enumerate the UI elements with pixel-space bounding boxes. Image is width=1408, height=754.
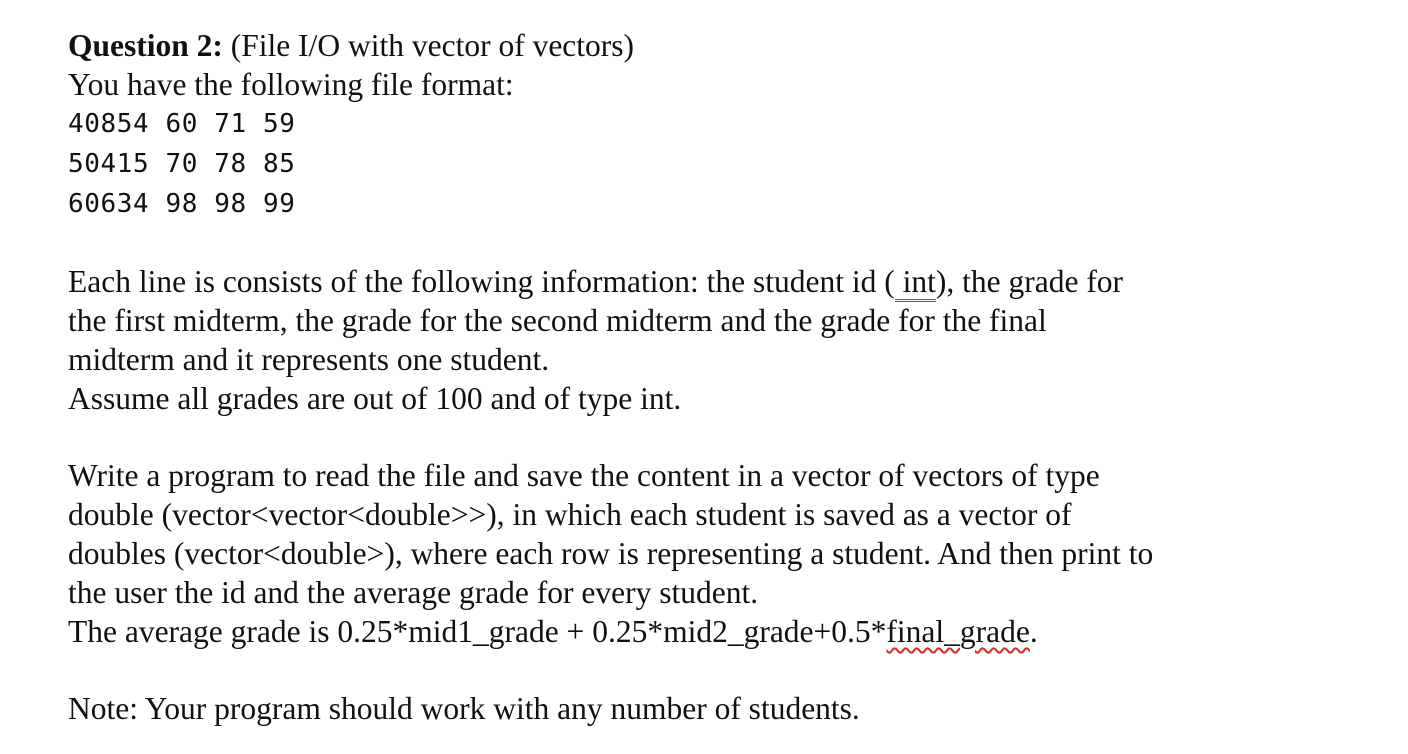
paragraph-line: Assume all grades are out of 100 and of type int. <box>68 381 682 416</box>
question-heading <box>68 26 1368 65</box>
paragraph-line: doubles (vector<double>), where each row is representing a student. And then print to <box>68 536 1154 571</box>
question-label: Question 2: <box>68 28 223 63</box>
paragraph-line: the user the id and the average grade for every student. <box>68 575 759 610</box>
paragraph-line: Write a program to read the file and save the content in a vector of vectors of type <box>68 458 1100 493</box>
note-line: Note: Your program should work with any number of students. <box>68 691 860 726</box>
paragraph-line: double (vector<vector<double>>), in which each student is saved as a vector of <box>68 497 1072 532</box>
text-run: ), the grade for <box>935 264 1124 299</box>
grammar-flag-int[interactable]: int <box>895 264 936 302</box>
paragraph-description <box>68 262 1368 418</box>
paragraph-task <box>68 456 1368 651</box>
spelling-flag-final-grade[interactable]: final_grade <box>886 614 1030 649</box>
paragraph-line <box>68 612 1368 651</box>
document-page <box>68 26 1368 728</box>
text-run: The average grade is 0.25*mid1_grade + 0.25*mid2_grade+0.5* <box>68 614 887 649</box>
file-sample-block <box>68 104 1368 224</box>
file-sample-line: 50415 70 78 85 <box>68 149 296 179</box>
paragraph-line <box>68 262 1368 301</box>
question-intro: You have the following file format: <box>68 67 514 102</box>
paragraph-line: the first midterm, the grade for the second midterm and the grade for the final <box>68 303 1047 338</box>
text-run: Each line is consists of the following information: the student id ( <box>68 264 895 299</box>
text-run: . <box>1029 614 1038 649</box>
file-sample-line: 60634 98 98 99 <box>68 189 296 219</box>
paragraph-line: midterm and it represents one student. <box>68 342 550 377</box>
question-topic: (File I/O with vector of vectors) <box>222 28 635 63</box>
file-sample-line: 40854 60 71 59 <box>68 109 296 139</box>
